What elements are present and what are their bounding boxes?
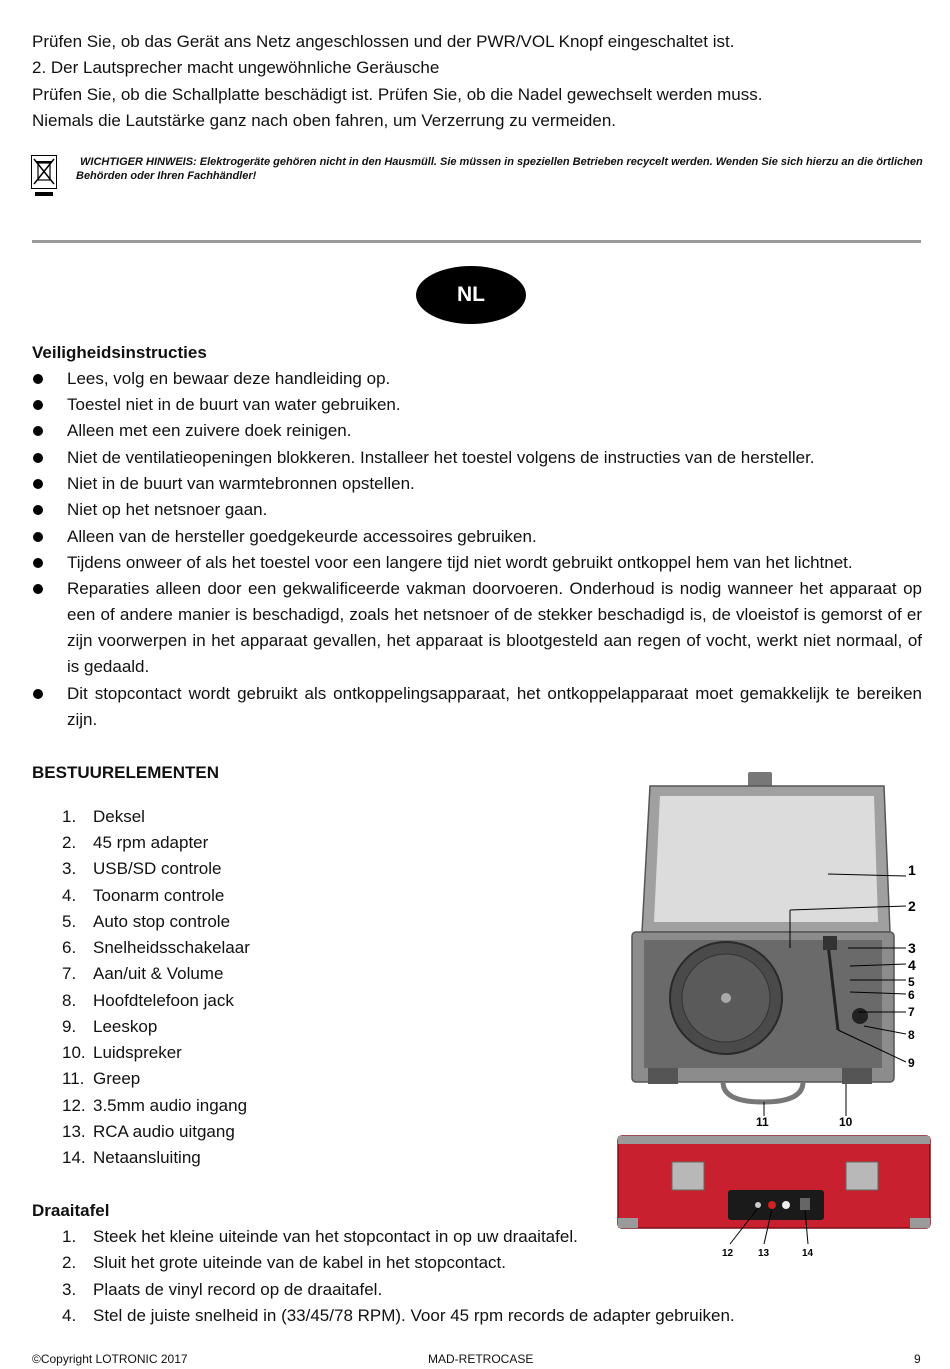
control-item: RCA audio uitgang xyxy=(93,1122,235,1141)
control-item: Snelheidsschakelaar xyxy=(93,938,250,957)
control-item: Deksel xyxy=(93,807,145,826)
step-item: Sluit het grote uiteinde van de kabel in het stopcontact. xyxy=(93,1253,506,1272)
control-item: 3.5mm audio ingang xyxy=(93,1096,248,1115)
list-number: 4. xyxy=(62,1306,77,1325)
figure-label: 2 xyxy=(908,898,916,914)
bullet xyxy=(33,374,43,384)
weee-bin-icon xyxy=(31,155,57,197)
list-number: 4. xyxy=(62,886,77,905)
list-number: 2. xyxy=(62,833,77,852)
control-item: Hoofdtelefoon jack xyxy=(93,991,234,1010)
bullet xyxy=(33,505,43,515)
figure-label: 12 xyxy=(722,1248,734,1259)
list-number: 3. xyxy=(62,1280,77,1299)
bullet xyxy=(33,426,43,436)
figure-label: 14 xyxy=(802,1248,814,1259)
disposal-warning: WICHTIGER HINWEIS: Elektrogeräte gehören nicht in den Hausmüll. Sie müssen in speziellen Betrieben recycelt werden. Wenden Sie sich hierzu an die örtlichen Behörden oder Ihren Fachhändler! xyxy=(76,156,923,182)
bullet xyxy=(33,453,43,463)
control-item: USB/SD controle xyxy=(93,859,222,878)
safety-item: Dit stopcontact wordt gebruikt als ontkoppelingsapparaat, het ontkoppelapparaat moet gemakkelijk te bereiken zijn. xyxy=(67,684,922,729)
text-line: 2. Der Lautsprecher macht ungewöhnliche Geräusche xyxy=(32,58,440,77)
control-item: Leeskop xyxy=(93,1017,158,1036)
safety-item: Tijdens onweer of als het toestel voor een langere tijd niet wordt gebruikt ontkoppel hem van het lichtnet. xyxy=(67,553,853,572)
safety-heading: Veiligheidsinstructies xyxy=(32,343,207,362)
list-number: 10. xyxy=(62,1043,86,1062)
list-number: 6. xyxy=(62,938,77,957)
list-number: 1. xyxy=(62,1227,77,1246)
safety-item: Toestel niet in de buurt van water gebruiken. xyxy=(67,395,401,414)
turntable-open-figure xyxy=(628,772,928,1132)
list-number: 7. xyxy=(62,964,77,983)
bullet xyxy=(33,558,43,568)
figure-label: 1 xyxy=(908,862,916,878)
bullet xyxy=(33,689,43,699)
control-item: Aan/uit & Volume xyxy=(93,964,224,983)
figure-label: 10 xyxy=(839,1115,853,1129)
list-number: 12. xyxy=(62,1096,86,1115)
list-number: 3. xyxy=(62,859,77,878)
step-item: Plaats de vinyl record op de draaitafel. xyxy=(93,1280,383,1299)
text-line: Prüfen Sie, ob die Schallplatte beschädigt ist. Prüfen Sie, ob die Nadel gewechselt werden muss. xyxy=(32,85,763,104)
control-item: Auto stop controle xyxy=(93,912,231,931)
step-item: Stel de juiste snelheid in (33/45/78 RPM). Voor 45 rpm records de adapter gebruiken. xyxy=(93,1306,735,1325)
page-number: 9 xyxy=(914,1352,921,1366)
safety-item: Niet op het netsnoer gaan. xyxy=(67,500,268,519)
list-number: 2. xyxy=(62,1253,77,1272)
figure-label: 11 xyxy=(756,1115,769,1129)
list-number: 14. xyxy=(62,1148,86,1167)
safety-item: Lees, volg en bewaar deze handleiding op. xyxy=(67,369,391,388)
safety-item: Reparaties alleen door een gekwalificeerde vakman doorvoeren. Onderhoud is nodig wanneer het apparaat op een of andere manier is beschadigd, zoals het netsnoer of de stekker beschadigd is, de vloeistof is gemorst of er zijn voorwerpen in het apparaat gevallen, het apparaat is blootgesteld aan regen of vocht, werkt niet normaal, of is gedaald. xyxy=(67,579,922,676)
control-item: 45 rpm adapter xyxy=(93,833,209,852)
safety-item: Alleen met een zuivere doek reinigen. xyxy=(67,421,352,440)
figure-label: 7 xyxy=(908,1005,915,1019)
control-item: Netaansluiting xyxy=(93,1148,201,1167)
figure-label: 6 xyxy=(908,988,915,1002)
figure-label: 3 xyxy=(908,940,916,956)
controls-heading: BESTUURELEMENTEN xyxy=(32,763,220,782)
list-number: 8. xyxy=(62,991,77,1010)
safety-item: Niet in de buurt van warmtebronnen opstellen. xyxy=(67,474,415,493)
bullet xyxy=(33,400,43,410)
figure-label: 8 xyxy=(908,1028,915,1042)
list-number: 5. xyxy=(62,912,77,931)
bullet xyxy=(33,479,43,489)
safety-item: Alleen van de hersteller goedgekeurde accessoires gebruiken. xyxy=(67,527,537,546)
text-line: Niemals die Lautstärke ganz nach oben fahren, um Verzerrung zu vermeiden. xyxy=(32,111,616,130)
footer-model: MAD-RETROCASE xyxy=(428,1352,534,1366)
control-item: Luidspreker xyxy=(93,1043,182,1062)
control-item: Greep xyxy=(93,1069,141,1088)
figure-label: 9 xyxy=(908,1056,915,1070)
safety-item: Niet de ventilatieopeningen blokkeren. Installeer het toestel volgens de instructies van de hersteller. xyxy=(67,448,815,467)
list-number: 9. xyxy=(62,1017,77,1036)
step-item: Steek het kleine uiteinde van het stopcontact in op uw draaitafel. xyxy=(93,1227,578,1246)
turntable-back-figure xyxy=(612,1132,940,1262)
bullet xyxy=(33,584,43,594)
list-number: 13. xyxy=(62,1122,86,1141)
list-number: 1. xyxy=(62,807,77,826)
figure-label: 13 xyxy=(758,1248,770,1259)
language-badge: NL xyxy=(416,266,526,324)
list-number: 11. xyxy=(62,1069,85,1088)
text-line: Prüfen Sie, ob das Gerät ans Netz angeschlossen und der PWR/VOL Knopf eingeschaltet ist. xyxy=(32,32,735,51)
control-item: Toonarm controle xyxy=(93,886,225,905)
footer-copyright: ©Copyright LOTRONIC 2017 xyxy=(32,1352,188,1366)
figure-label: 4 xyxy=(908,957,916,973)
section-divider xyxy=(32,240,921,243)
figure-label: 5 xyxy=(908,975,915,989)
bullet xyxy=(33,532,43,542)
turntable-heading: Draaitafel xyxy=(32,1201,110,1220)
